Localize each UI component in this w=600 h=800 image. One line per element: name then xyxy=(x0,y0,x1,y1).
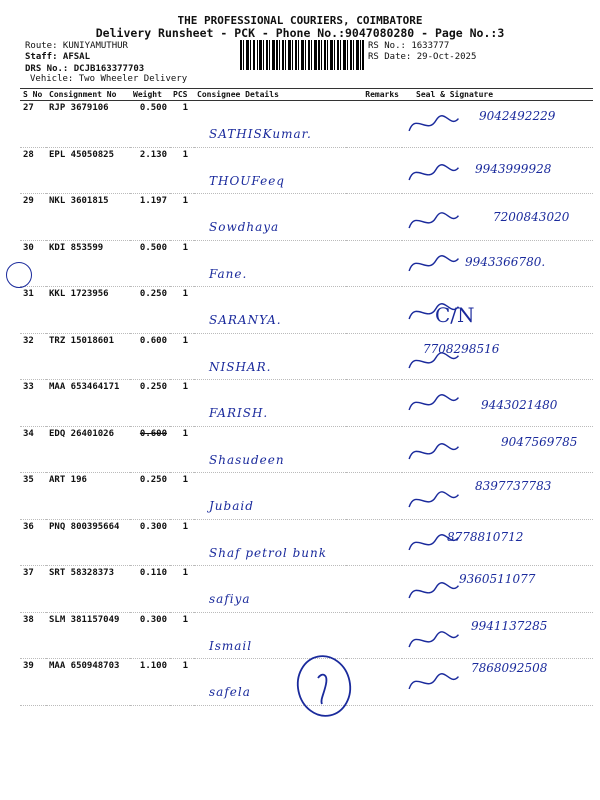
col-consignment-header: Consignment No xyxy=(46,89,130,101)
signature-scribble xyxy=(405,289,590,331)
row-sno: 32 xyxy=(20,333,46,380)
row-signature-cell xyxy=(402,566,593,613)
row-signature-cell xyxy=(402,612,593,659)
row-consignment-no: KDI 853599 xyxy=(46,240,130,287)
row-pcs: 1 xyxy=(170,380,194,427)
signature-phone-handwritten: 9047569785 xyxy=(501,434,578,449)
row-consignee-cell xyxy=(194,566,346,613)
row-remarks-cell xyxy=(346,147,402,194)
row-sno: 34 xyxy=(20,426,46,473)
runsheet-table xyxy=(20,88,593,706)
row-signature-cell xyxy=(402,519,593,566)
row-sno: 29 xyxy=(20,194,46,241)
consignee-name-handwritten: Jubaid xyxy=(209,499,254,513)
vehicle-label: Vehicle: Two Wheeler Delivery xyxy=(30,74,188,84)
row-remarks-cell xyxy=(346,566,402,613)
row-weight: 0.300 xyxy=(130,612,170,659)
table-row xyxy=(20,473,593,520)
row-signature-cell xyxy=(402,147,593,194)
table-row xyxy=(20,333,593,380)
row-signature-cell xyxy=(402,659,593,706)
signature-phone-handwritten: 9943366780. xyxy=(465,254,546,269)
row-weight: 0.250 xyxy=(130,473,170,520)
row-pcs: 1 xyxy=(170,426,194,473)
col-seal-header: Seal & Signature xyxy=(402,89,593,101)
row-signature-cell xyxy=(402,101,593,148)
row-pcs: 1 xyxy=(170,566,194,613)
handwritten-page-mark xyxy=(288,650,358,720)
consignee-name-handwritten: Shaf petrol bunk xyxy=(209,545,327,560)
row-weight: 0.250 xyxy=(130,380,170,427)
consignee-name-handwritten: safela xyxy=(209,685,251,699)
row-weight: 0.500 xyxy=(130,101,170,148)
row-consignee-cell xyxy=(194,473,346,520)
row-pcs: 1 xyxy=(170,519,194,566)
row-consignment-no: TRZ 15018601 xyxy=(46,333,130,380)
row-consignment-no: SLM 381157049 xyxy=(46,612,130,659)
row-weight: 0.300 xyxy=(130,519,170,566)
row-pcs: 1 xyxy=(170,333,194,380)
row-consignee-cell xyxy=(194,426,346,473)
consignee-name-handwritten: SATHISKumar. xyxy=(209,127,312,141)
row-consignment-no: NKL 3601815 xyxy=(46,194,130,241)
signature-phone-handwritten: 9360511077 xyxy=(459,572,536,586)
rs-date: RS Date: 29-Oct-2025 xyxy=(368,52,477,62)
table-header-row xyxy=(20,89,593,101)
table-row xyxy=(20,240,593,287)
consignee-name-handwritten: Ismail xyxy=(209,638,253,653)
row-signature-cell xyxy=(402,240,593,287)
table-row xyxy=(20,147,593,194)
row-consignment-no: EPL 45050825 xyxy=(46,147,130,194)
signature-phone-handwritten: 7708298516 xyxy=(423,341,500,356)
runsheet-company-title: THE PROFESSIONAL COURIERS, COIMBATORE xyxy=(177,14,423,27)
row-consignment-no: EDQ 26401026 xyxy=(46,426,130,473)
signature-phone-handwritten: 7200843020 xyxy=(493,210,570,224)
row-sno: 37 xyxy=(20,566,46,613)
consignee-name-handwritten: THOUFeeq xyxy=(209,173,285,188)
row-signature-cell xyxy=(402,194,593,241)
signature-phone-handwritten: 8778810712 xyxy=(447,529,524,544)
row-consignee-cell xyxy=(194,194,346,241)
row-signature-cell xyxy=(402,333,593,380)
row-remarks-cell xyxy=(346,194,402,241)
row-sno: 36 xyxy=(20,519,46,566)
signature-phone-handwritten: 8397737783 xyxy=(475,479,552,493)
row-31-circle-mark xyxy=(6,262,32,288)
row-consignee-cell xyxy=(194,380,346,427)
row-remarks-cell xyxy=(346,101,402,148)
row-sno: 35 xyxy=(20,473,46,520)
row-consignment-no: PNQ 800395664 xyxy=(46,519,130,566)
consignee-name-handwritten: Sowdhaya xyxy=(209,220,280,234)
table-row xyxy=(20,519,593,566)
runsheet-subtitle: Delivery Runsheet - PCK - Phone No.:9047080280 - Page No.:3 xyxy=(95,26,505,40)
row-pcs: 1 xyxy=(170,287,194,334)
row-remarks-cell xyxy=(346,240,402,287)
row-weight: 0.600 xyxy=(130,333,170,380)
col-pcs-header: PCS xyxy=(170,89,194,101)
row-remarks-cell xyxy=(346,380,402,427)
col-remarks-header: Remarks xyxy=(346,89,402,101)
row-pcs: 1 xyxy=(170,101,194,148)
row-remarks-cell xyxy=(346,519,402,566)
row-consignment-no: ART 196 xyxy=(46,473,130,520)
row-consignee-cell xyxy=(194,147,346,194)
consignee-name-handwritten: FARISH. xyxy=(209,406,269,420)
row-sno: 27 xyxy=(20,101,46,148)
row-signature-cell xyxy=(402,473,593,520)
consignee-name-handwritten: SARANYA. xyxy=(209,313,282,327)
row-signature-cell xyxy=(402,287,593,334)
row-weight: 0.600 xyxy=(130,426,170,473)
row-weight: 0.500 xyxy=(130,240,170,287)
table-row xyxy=(20,380,593,427)
row-signature-cell xyxy=(402,380,593,427)
row-weight: 1.197 xyxy=(130,194,170,241)
barcode-image xyxy=(240,40,364,70)
table-row xyxy=(20,101,593,148)
signature-phone-handwritten: 7868092508 xyxy=(471,661,548,675)
staff-label: Staff: AFSAL xyxy=(25,52,91,62)
table-row xyxy=(20,194,593,241)
col-consignee-header: Consignee Details xyxy=(194,89,346,101)
row-consignment-no: MAA 650948703 xyxy=(46,659,130,706)
row-consignment-no: SRT 58328373 xyxy=(46,566,130,613)
signature-phone-handwritten: 9042492229 xyxy=(479,109,556,123)
table-row xyxy=(20,566,593,613)
table-row xyxy=(20,287,593,334)
row-signature-cell xyxy=(402,426,593,473)
row-pcs: 1 xyxy=(170,147,194,194)
row-sno: 39 xyxy=(20,659,46,706)
row-weight: 0.250 xyxy=(130,287,170,334)
row-sno: 28 xyxy=(20,147,46,194)
signature-phone-handwritten: 9443021480 xyxy=(481,398,558,412)
row-consignee-cell xyxy=(194,240,346,287)
signature-phone-handwritten: 9943999928 xyxy=(475,161,552,176)
row-consignee-cell xyxy=(194,287,346,334)
row-weight: 1.100 xyxy=(130,659,170,706)
row-weight: 2.130 xyxy=(130,147,170,194)
signature-phone-handwritten: C/N xyxy=(435,303,475,327)
consignee-name-handwritten: Fane. xyxy=(209,266,248,281)
row-weight: 0.110 xyxy=(130,566,170,613)
col-weight-header: Weight xyxy=(130,89,170,101)
rs-number: RS No.: 1633777 xyxy=(368,41,450,51)
col-sno-header: S No xyxy=(20,89,46,101)
drs-number: DRS No.: DCJB163377703 xyxy=(25,64,145,74)
route-label: Route: KUNIYAMUTHUR xyxy=(25,41,128,51)
row-pcs: 1 xyxy=(170,194,194,241)
row-sno: 30 xyxy=(20,240,46,287)
row-pcs: 1 xyxy=(170,612,194,659)
row-pcs: 1 xyxy=(170,659,194,706)
consignee-name-handwritten: safiya xyxy=(209,592,251,606)
table-row xyxy=(20,426,593,473)
row-consignment-no: MAA 653464171 xyxy=(46,380,130,427)
signature-phone-handwritten: 9941137285 xyxy=(471,618,548,633)
row-pcs: 1 xyxy=(170,473,194,520)
row-consignee-cell xyxy=(194,333,346,380)
row-consignee-cell xyxy=(194,519,346,566)
row-sno: 31 xyxy=(20,287,46,334)
consignee-name-handwritten: NISHAR. xyxy=(209,359,272,374)
row-consignment-no: RJP 3679106 xyxy=(46,101,130,148)
row-sno: 33 xyxy=(20,380,46,427)
row-remarks-cell xyxy=(346,287,402,334)
row-consignment-no: KKL 1723956 xyxy=(46,287,130,334)
row-consignee-cell xyxy=(194,101,346,148)
row-sno: 38 xyxy=(20,612,46,659)
row-pcs: 1 xyxy=(170,240,194,287)
row-remarks-cell xyxy=(346,426,402,473)
consignee-name-handwritten: Shasudeen xyxy=(209,452,285,467)
row-remarks-cell xyxy=(346,333,402,380)
row-remarks-cell xyxy=(346,473,402,520)
